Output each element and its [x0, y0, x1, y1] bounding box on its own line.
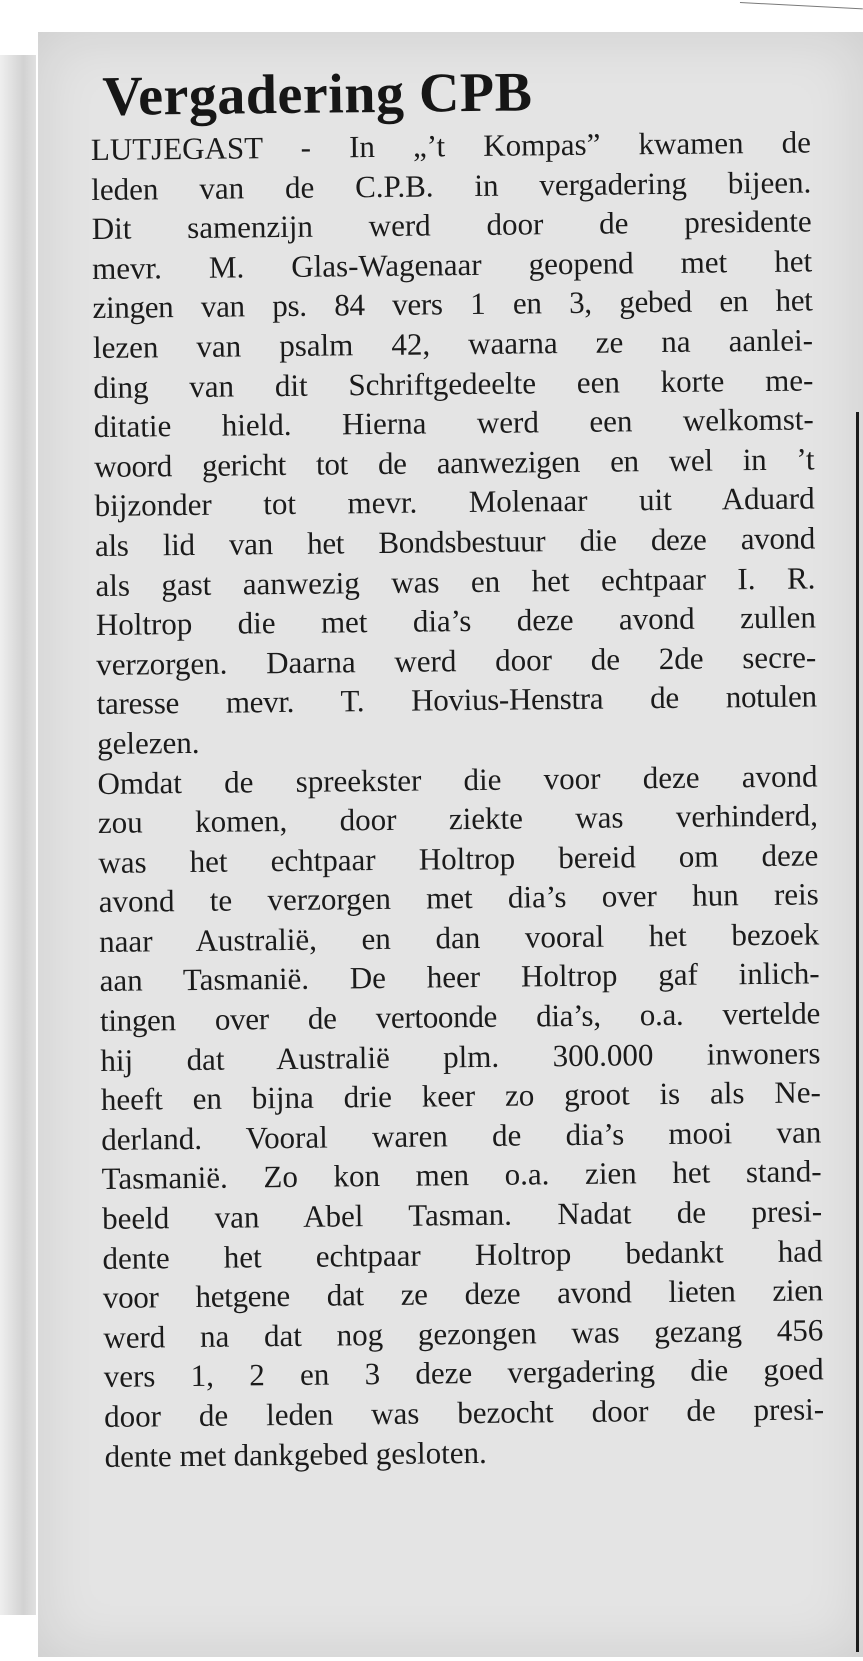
body-line: als lid van het Bondsbestuur die deze avond [94, 520, 816, 563]
article [90, 56, 825, 1476]
paper-edge-line [740, 2, 863, 9]
article-headline: Vergadering CPB [102, 61, 533, 128]
body-line: gelezen. [96, 724, 200, 761]
body-line: mevr. M. Glas-Wagenaar geopend met het [91, 243, 813, 286]
body-line: hij dat Australië plm. 300.000 inwoners [100, 1035, 821, 1078]
body-line: lezen van psalm 42, waarna ze na aanlei- [92, 322, 814, 365]
body-line: beeld van Abel Tasman. Nadat de presi- [101, 1193, 823, 1236]
body-line: werd na dat nog gezongen was gezang 456 [103, 1312, 824, 1355]
body-line: dente met dankgebed gesloten. [104, 1434, 487, 1474]
body-line: zingen van ps. 84 vers 1 en 3, gebed en het [92, 282, 813, 326]
body-line: tingen over de vertoonde dia’s, o.a. vertelde [99, 995, 821, 1039]
body-line: leden van de C.P.B. in vergadering bijeen. [91, 164, 812, 207]
clipping-column-rule [856, 412, 859, 1652]
body-line: was het echtpaar Holtrop bereid om deze [98, 837, 819, 880]
body-line: naar Australië, en dan vooral het bezoek [99, 916, 820, 959]
body-line: taresse mevr. T. Hovius-Henstra de notulen [96, 678, 817, 722]
body-line: voor hetgene dat ze deze avond lieten zien [102, 1272, 824, 1316]
body-line: Holtrop die met dia’s deze avond zullen [95, 599, 817, 643]
body-line: bijzonder tot mevr. Molenaar uit Aduard [94, 480, 815, 524]
body-line: Tasmanië. Zo kon men o.a. zien het stand- [101, 1153, 822, 1197]
body-line: aan Tasmanië. De heer Holtrop gaf inlich- [99, 955, 820, 999]
body-line: Dit samenzijn werd door de presidente [91, 203, 812, 247]
body-line: zou komen, door ziekte was verhinderd, [97, 797, 819, 841]
body-line: Omdat de spreekster die voor deze avond [97, 757, 818, 801]
adjacent-page-edge [0, 55, 36, 1615]
body-line: ditatie hield. Hierna werd een welkomst- [93, 401, 814, 445]
body-line: door de leden was bezocht door de presi- [103, 1391, 825, 1434]
body-line: woord gericht tot de aanwezigen en wel in ’t [94, 441, 815, 484]
body-line: derland. Vooral waren de dia’s mooi van [101, 1114, 822, 1157]
body-line: avond te verzorgen met dia’s over hun reis [98, 876, 819, 920]
body-line: vers 1, 2 en 3 deze vergadering die goed [103, 1351, 824, 1395]
body-line: ding van dit Schriftgedeelte een korte me- [93, 362, 814, 405]
body-line: verzorgen. Daarna werd door de 2de secre- [96, 639, 817, 682]
article-body [91, 122, 825, 1476]
body-line: als gast aanwezig was en het echtpaar I. R. [95, 559, 816, 603]
body-line: heeft en bijna drie keer zo groot is als Ne- [100, 1074, 821, 1118]
body-line: dente het echtpaar Holtrop bedankt had [102, 1233, 823, 1276]
body-line: LUTJEGAST - In „’t Kompas” kwamen de [90, 124, 812, 167]
